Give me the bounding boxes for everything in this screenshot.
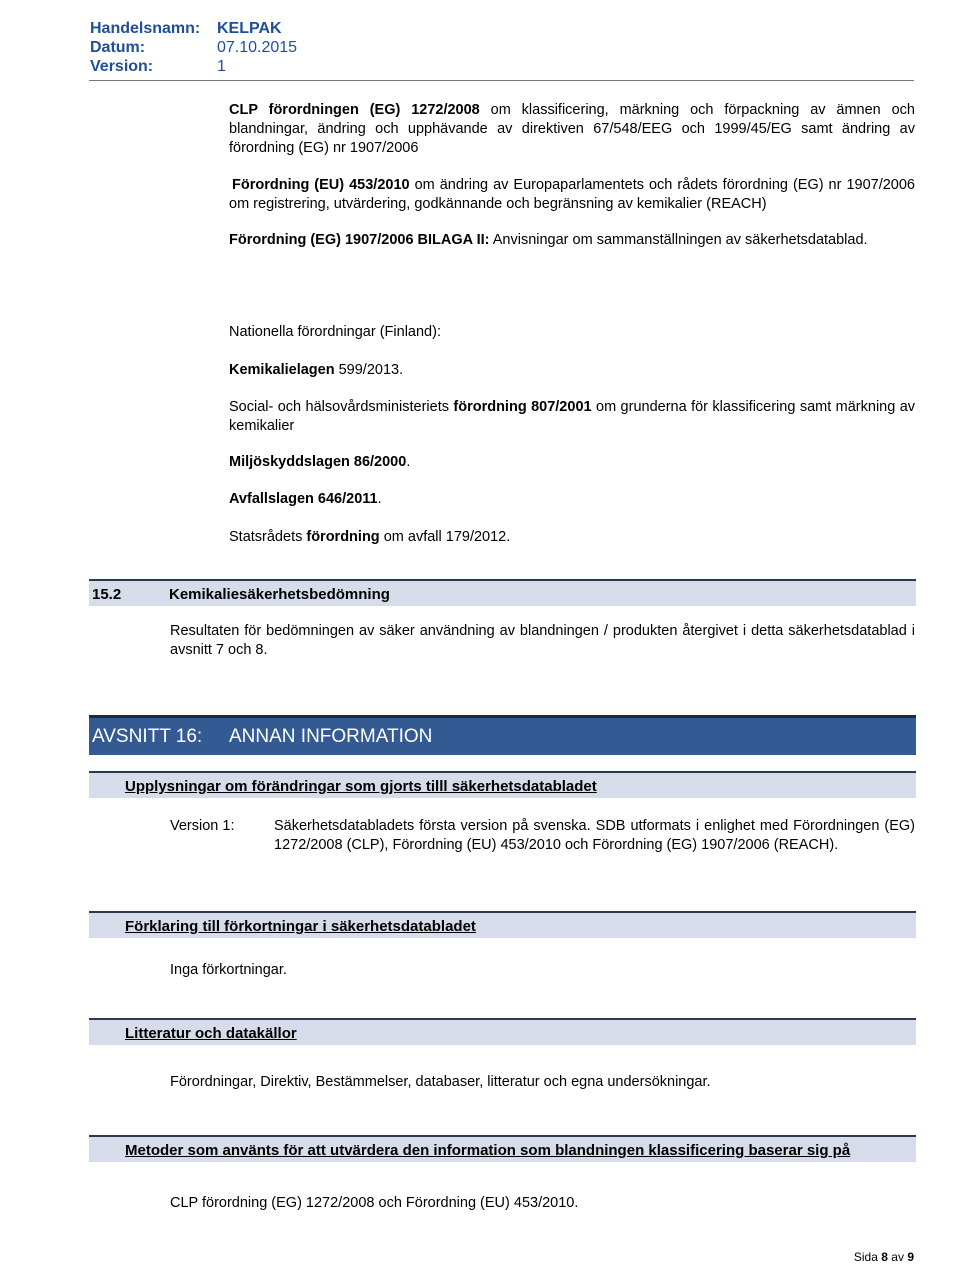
stats-bold: förordning: [306, 529, 380, 545]
literature-text: [170, 1073, 711, 1092]
national-heading-text: Nationella förordningar (Finland):: [229, 324, 441, 340]
national-heading: [229, 323, 441, 342]
miljoskyddslagen: [229, 453, 410, 472]
bilaga-rest: Anvisningar om sammanställningen av säkerhetsdatablad.: [492, 232, 868, 248]
abbrev-text: [170, 961, 287, 980]
methods-text: [170, 1194, 578, 1213]
trade-name-value: KELPAK: [217, 20, 282, 37]
clp-regulation: [229, 101, 915, 158]
avfallslagen: [229, 490, 382, 509]
literature-text-body: Förordningar, Direktiv, Bestämmelser, databaser, litteratur och egna undersökningar.: [170, 1074, 711, 1090]
of-label: av: [891, 1250, 904, 1264]
section-16-bar: [89, 715, 916, 755]
date-label: Datum:: [90, 39, 146, 56]
version-1-label: [170, 817, 235, 836]
soc-bold: förordning 807/2001: [453, 399, 592, 415]
soc-rest: om grunderna för klassificering samt märkning av kemikalier: [229, 399, 916, 434]
subsection-number: 15.2: [92, 586, 122, 603]
kem-bold: Kemikalielagen: [229, 362, 335, 378]
clp-bold: CLP förordningen (EG) 1272/2008: [229, 102, 480, 118]
subsection-title: Kemikaliesäkerhetsbedömning: [169, 586, 390, 603]
miljo-bold: Miljöskyddslagen 86/2000: [229, 454, 407, 470]
version-label: Version:: [90, 58, 154, 75]
page-total: 9: [907, 1250, 914, 1264]
header-divider: [89, 80, 914, 81]
clp-rest: om klassificering, märkning och förpackning av ämnen och blandningar, ändring och upphävande av direktiven 67/548/EEG och 1999/45/EG samt ändring av förordning (EG) nr 1907/2006: [229, 102, 915, 156]
avfall-period: .: [377, 491, 382, 507]
version-1-text: [274, 817, 915, 855]
version-value: 1: [217, 58, 226, 75]
bilaga-bold: Förordning (EG) 1907/2006 BILAGA II:: [229, 232, 490, 248]
statsradets: [229, 528, 510, 547]
page-label: Sida: [853, 1250, 878, 1264]
soc-pre: Social- och hälsovårdsministeriets: [229, 399, 449, 415]
subsection-15-2-bar: [89, 579, 916, 606]
stats-pre: Statsrådets: [229, 529, 303, 545]
version-1-text-body: Säkerhetsdatabladets första version på svenska. SDB utformats i enlighet med Förordningen (EG) 1272/2008 (CLP), Förordning (EU) 453/2010 och Förordning (EG) 1907/2006 (REACH).: [274, 818, 915, 853]
changes-title: Upplysningar om förändringar som gjorts tilll säkerhetsdatabladet: [125, 778, 597, 795]
abbrev-text-body: Inga förkortningar.: [170, 962, 287, 978]
literature-bar: [89, 1018, 916, 1045]
eu-bold: Förordning (EU) 453/2010: [232, 177, 410, 193]
header-date: [90, 38, 390, 57]
page-number: 8: [881, 1250, 888, 1264]
kemikalielagen: [229, 361, 403, 380]
eu-rest: om ändring av Europaparlamentets och rådets förordning (EG) nr 1907/2006 om registrering, utvärdering, godkännande och begränsning av kemikalier (REACH): [229, 177, 915, 212]
methods-text-body: CLP förordning (EG) 1272/2008 och Förordning (EU) 453/2010.: [170, 1195, 579, 1211]
abbrev-title: Förklaring till förkortningar i säkerhetsdatabladet: [125, 918, 476, 935]
page-footer: [854, 1250, 914, 1264]
s15-2-text-body: Resultaten för bedömningen av säker användning av blandningen / produkten återgivet i detta säkerhetsdatablad i avsnitt 7 och 8.: [170, 623, 915, 658]
s15-2-text: [170, 622, 915, 660]
trade-name-label: Handelsnamn:: [90, 20, 201, 37]
date-value: 07.10.2015: [217, 39, 298, 56]
miljo-period: .: [406, 454, 411, 470]
version-1-label-text: Version 1:: [170, 818, 235, 834]
section-number: AVSNITT 16:: [92, 726, 203, 747]
avfall-bold: Avfallslagen 646/2011: [229, 491, 378, 507]
methods-title: Metoder som använts för att utvärdera den information som blandningen klassificering baserar sig på: [125, 1142, 851, 1159]
literature-title: Litteratur och datakällor: [125, 1025, 297, 1042]
eu-regulation: [229, 176, 915, 214]
header-trade-name: [90, 19, 390, 38]
stats-rest: om avfall 179/2012.: [383, 529, 511, 545]
methods-bar: [89, 1135, 916, 1162]
changes-bar: [89, 771, 916, 798]
section-title: ANNAN INFORMATION: [229, 726, 433, 747]
abbrev-bar: [89, 911, 916, 938]
kem-rest: 599/2013.: [338, 362, 404, 378]
social-regulation: [229, 398, 915, 436]
bilaga-regulation: [229, 231, 915, 250]
header-version: [90, 57, 390, 76]
